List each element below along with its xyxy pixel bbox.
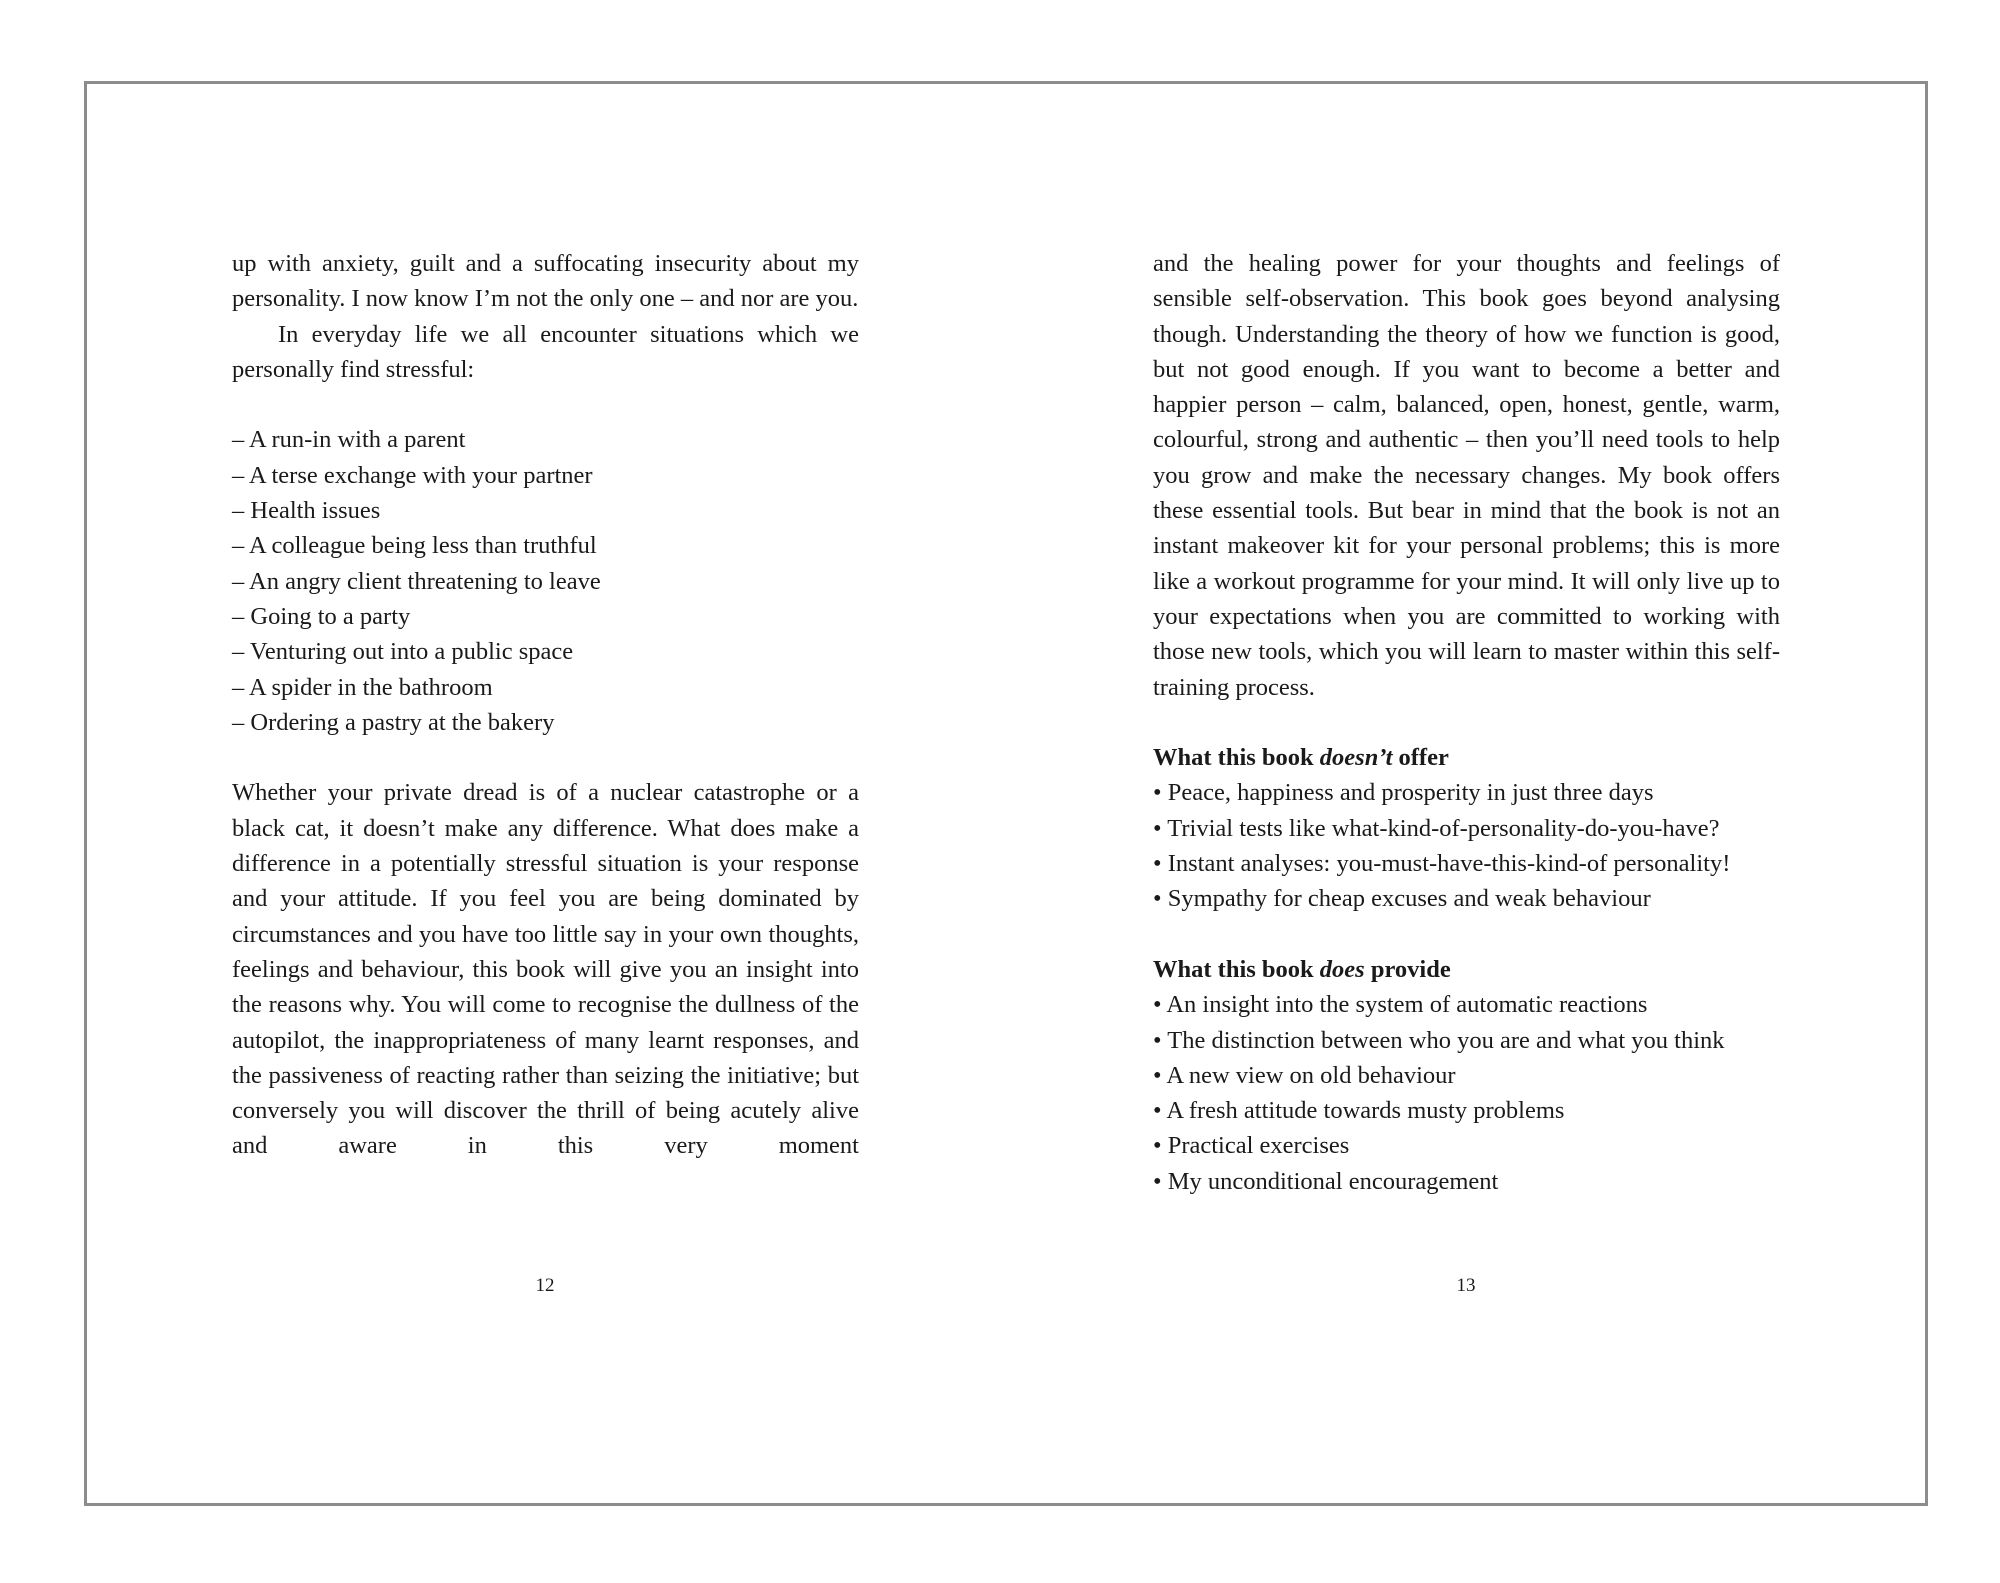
heading-text: What this book	[1153, 955, 1320, 983]
list-item: • A fresh attitude towards musty problems	[1153, 1097, 1565, 1125]
list-item: • Sympathy for cheap excuses and weak behaviour	[1153, 885, 1651, 913]
heading-emphasis: does	[1319, 955, 1365, 983]
list-item: • Peace, happiness and prosperity in just three days	[1153, 779, 1654, 807]
list-item: • An insight into the system of automatic reactions	[1153, 991, 1648, 1019]
list-item: • My unconditional encouragement	[1153, 1167, 1499, 1195]
list-item: – Venturing out into a public space	[232, 638, 574, 666]
heading-emphasis: doesn’t	[1319, 744, 1393, 772]
list-item: – Ordering a pastry at the bakery	[232, 708, 555, 736]
list-item: • Trivial tests like what-kind-of-personality-do-you-have?	[1153, 814, 1720, 842]
list-item: – Going to a party	[232, 602, 411, 630]
paragraph-gap	[232, 740, 859, 775]
list-item: • Practical exercises	[1153, 1132, 1350, 1160]
page-number-right: 13	[1456, 1275, 1476, 1296]
left-paragraph-1: up with anxiety, guilt and a suffocating insecurity about my personality. I now know I’m not the only one – and nor are you.	[232, 250, 859, 313]
list-item: – A colleague being less than truthful	[232, 532, 597, 560]
paragraph-gap	[232, 387, 859, 422]
list-item: – A terse exchange with your partner	[232, 461, 593, 489]
does-provide-list	[1153, 987, 1780, 1199]
paragraph-gap	[1153, 917, 1780, 952]
left-paragraph-2: In everyday life we all encounter situations which we personally find stressful:	[232, 320, 859, 383]
paragraph-gap	[1153, 705, 1780, 740]
right-paragraph-1: and the healing power for your thoughts and feelings of sensible self-observation. This book goes beyond analysing though. Understanding the theory of how we function is good, but not good enough. If you want to become a better and happier person – calm, balanced, open, honest, gentle, warm, colourful, strong and authentic – then you’ll need tools to help you grow and make the necessary changes. My book offers these essential tools. But bear in mind that the book is not an instant makeover kit for your personal problems; this is more like a workout programme for your mind. It will only live up to your expectations when you are committed to working with those new tools, which you will learn to master within this self-training process.	[1153, 250, 1780, 701]
heading-text: provide	[1364, 955, 1451, 983]
page-number-left: 12	[535, 1275, 555, 1296]
left-page-text	[232, 246, 859, 1164]
list-item: – An angry client threatening to leave	[232, 567, 601, 595]
list-item: • The distinction between who you are and what you think	[1153, 1026, 1725, 1054]
list-item: • A new view on old behaviour	[1153, 1061, 1456, 1089]
doesnt-offer-list	[1153, 775, 1780, 916]
list-item: • Instant analyses: you-must-have-this-kind-of personality!	[1153, 850, 1731, 878]
list-item: – A run-in with a parent	[232, 426, 466, 454]
section-heading-doesnt-offer	[1153, 740, 1780, 775]
list-item: – Health issues	[232, 497, 381, 525]
section-heading-does-provide	[1153, 952, 1780, 987]
right-page-text	[1153, 246, 1780, 1199]
left-paragraph-3: Whether your private dread is of a nuclear catastrophe or a black cat, it doesn’t make any difference. What does make a difference in a potentially stressful situation is your response and your attitude. If you feel you are being dominated by circumstances and you have too little say in your own thoughts, feelings and behaviour, this book will give you an insight into the reasons why. You will come to recognise the dullness of the autopilot, the inappropriateness of many learnt responses, and the passiveness of reacting rather than seizing the initiative; but conversely you will discover the thrill of being acutely alive and aware in this very moment	[232, 779, 859, 1160]
heading-text: offer	[1392, 744, 1449, 772]
heading-text: What this book	[1153, 744, 1320, 772]
stress-situations-list	[232, 422, 859, 740]
list-item: – A spider in the bathroom	[232, 673, 493, 701]
